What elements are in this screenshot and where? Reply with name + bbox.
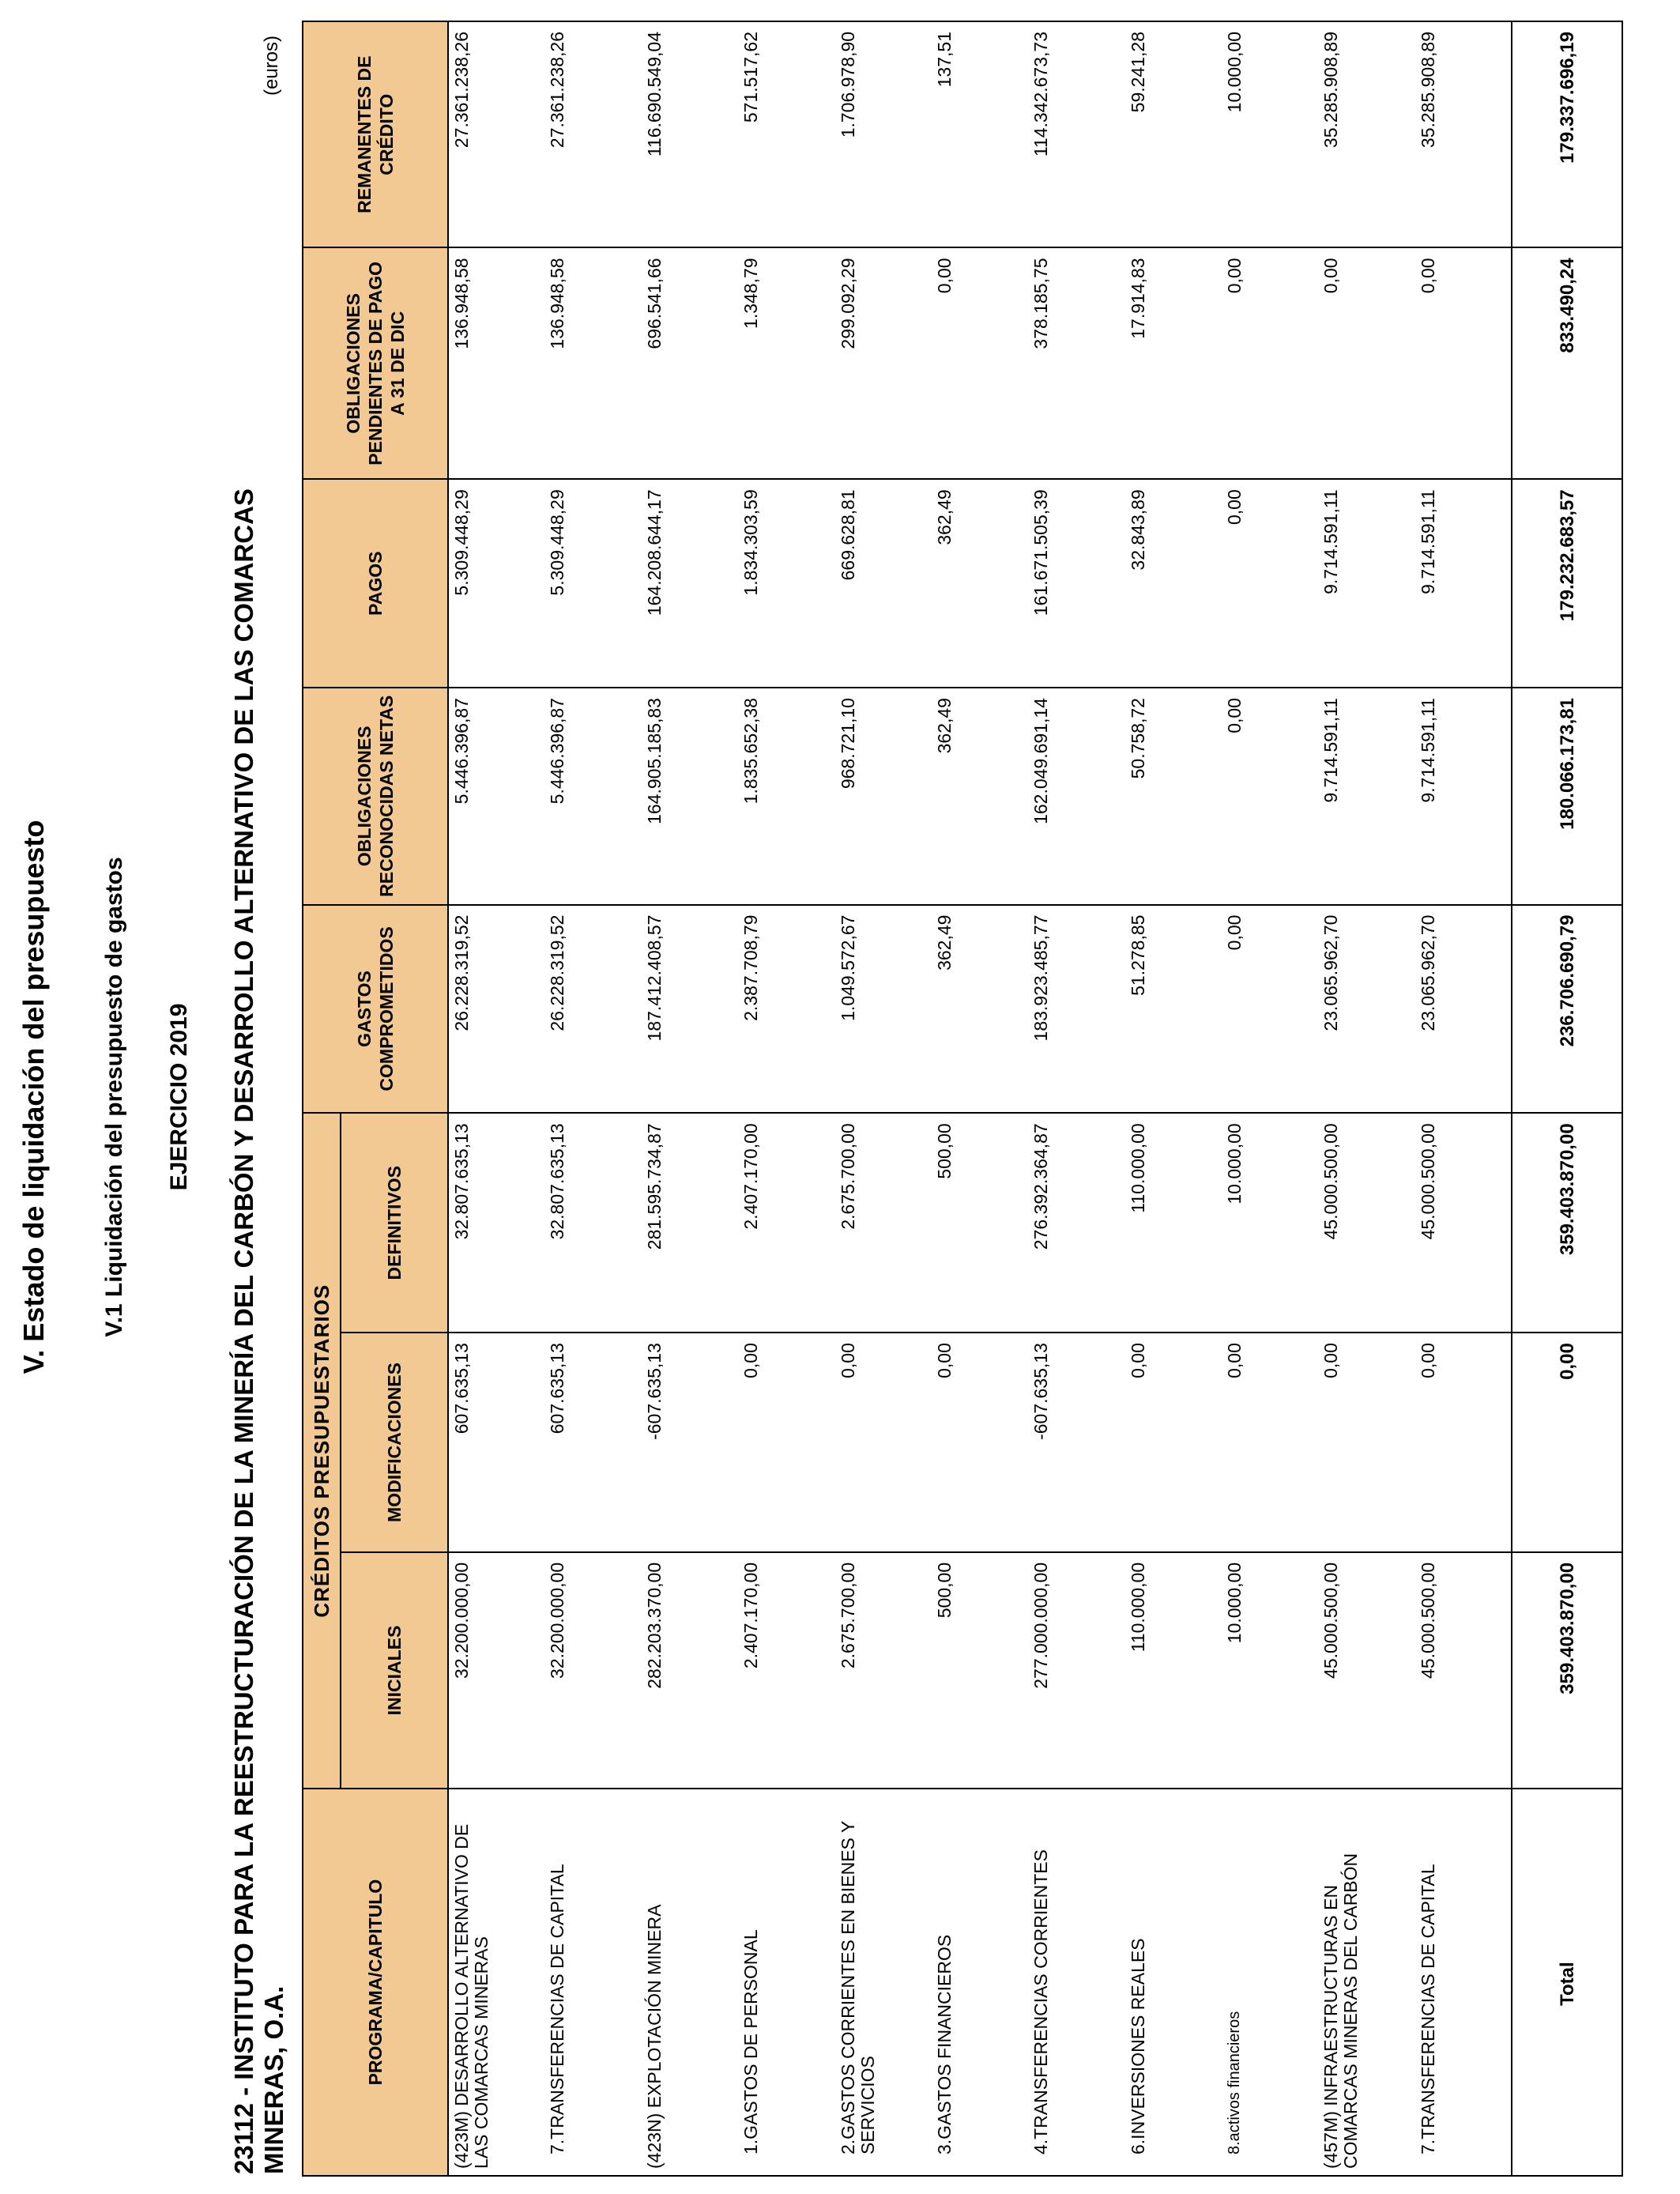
col-header-modificaciones: MODIFICACIONES — [341, 1333, 448, 1552]
cell-pendientes: 0,00 — [932, 247, 1028, 479]
cell-pendientes: 1.348,79 — [738, 247, 834, 479]
cell-pagos: 362,49 — [932, 479, 1028, 688]
cell-pagos: 9.714.591,11 — [1318, 479, 1414, 688]
entity-name: 23112 - INSTITUTO PARA LA REESTRUCTURACIÓN DE LA MINERÍA DEL CARBÓN Y DESARROLLO ALTERNATIVO DE LAS COMARCAS MINERAS, O.A. — [229, 488, 288, 2174]
cell-comprometidos: 187.412.408,57 — [642, 905, 738, 1114]
exercise-year: EJERCICIO 2019 — [166, 1003, 192, 1191]
budget-table — [302, 21, 1623, 2177]
col-header-definitivos: DEFINITIVOS — [341, 1113, 448, 1333]
cell-iniciales: 359.403.870,00 — [1512, 1552, 1622, 1789]
table-row — [1125, 21, 1222, 2176]
cell-modificaciones: 607.635,13 — [448, 1333, 544, 1552]
col-header-iniciales: INICIALES — [341, 1552, 448, 1789]
cell-modificaciones: 0,00 — [738, 1333, 834, 1552]
table-row — [835, 21, 932, 2176]
table-body — [448, 21, 1622, 2176]
table-row — [1028, 21, 1124, 2176]
table-row — [1318, 21, 1414, 2176]
cell-pagos: 161.671.505,39 — [1028, 479, 1124, 688]
cell-pendientes: 0,00 — [1318, 247, 1414, 479]
cell-program: (423N) EXPLOTACIÓN MINERA — [642, 1789, 738, 2176]
cell-obligaciones: 180.066.173,81 — [1512, 688, 1622, 905]
cell-obligaciones: 5.446.396,87 — [448, 688, 544, 905]
col-header-pagos: PAGOS — [303, 479, 448, 688]
cell-pagos: 5.309.448,29 — [544, 479, 641, 688]
cell-remanentes: 179.337.696,19 — [1512, 21, 1622, 247]
col-header-programa: PROGRAMA/CAPITULO — [303, 1789, 448, 2176]
cell-program: 4.TRANSFERENCIAS CORRIENTES — [1028, 1789, 1124, 2176]
cell-program: (457M) INFRAESTRUCTURAS EN COMARCAS MINERAS DEL CARBÓN — [1318, 1789, 1414, 2176]
table-row — [642, 21, 738, 2176]
cell-iniciales: 500,00 — [932, 1552, 1028, 1789]
cell-iniciales: 110.000,00 — [1125, 1552, 1222, 1789]
cell-modificaciones: 0,00 — [1125, 1333, 1222, 1552]
cell-program: 2.GASTOS CORRIENTES EN BIENES Y SERVICIOS — [835, 1789, 932, 2176]
cell-comprometidos: 23.065.962,70 — [1415, 905, 1512, 1114]
cell-modificaciones: 0,00 — [835, 1333, 932, 1552]
cell-pendientes: 378.185,75 — [1028, 247, 1124, 479]
cell-pendientes: 136.948,58 — [448, 247, 544, 479]
cell-program: 3.GASTOS FINANCIEROS — [932, 1789, 1028, 2176]
table-row — [1222, 21, 1318, 2176]
cell-program: 7.TRANSFERENCIAS DE CAPITAL — [1415, 1789, 1512, 2176]
cell-definitivos: 2.675.700,00 — [835, 1113, 932, 1333]
cell-comprometidos: 362,49 — [932, 905, 1028, 1114]
cell-remanentes: 114.342.673,73 — [1028, 21, 1124, 247]
cell-comprometidos: 23.065.962,70 — [1318, 905, 1414, 1114]
cell-iniciales: 2.675.700,00 — [835, 1552, 932, 1789]
cell-modificaciones: 0,00 — [1318, 1333, 1414, 1552]
cell-iniciales: 45.000.500,00 — [1318, 1552, 1414, 1789]
cell-pendientes: 833.490,24 — [1512, 247, 1622, 479]
cell-obligaciones: 5.446.396,87 — [544, 688, 641, 905]
units-label: (euros) — [261, 35, 282, 96]
table-row — [738, 21, 834, 2176]
col-header-remanentes: REMANENTES DE CRÉDITO — [303, 21, 448, 247]
cell-definitivos: 45.000.500,00 — [1318, 1113, 1414, 1333]
cell-iniciales: 282.203.370,00 — [642, 1552, 738, 1789]
page-title: V. Estado de liquidación del presupuesto — [17, 820, 50, 1374]
cell-pagos: 32.843,89 — [1125, 479, 1222, 688]
cell-obligaciones: 968.721,10 — [835, 688, 932, 905]
cell-modificaciones: 0,00 — [932, 1333, 1028, 1552]
cell-modificaciones: 0,00 — [1415, 1333, 1512, 1552]
cell-comprometidos: 51.278,85 — [1125, 905, 1222, 1114]
cell-comprometidos: 1.049.572,67 — [835, 905, 932, 1114]
cell-modificaciones: -607.635,13 — [642, 1333, 738, 1552]
cell-remanentes: 35.285.908,89 — [1318, 21, 1414, 247]
table-row — [1415, 21, 1512, 2176]
cell-pendientes: 299.092,29 — [835, 247, 932, 479]
cell-comprometidos: 236.706.690,79 — [1512, 905, 1622, 1114]
cell-definitivos: 276.392.364,87 — [1028, 1113, 1124, 1333]
cell-definitivos: 359.403.870,00 — [1512, 1113, 1622, 1333]
col-header-obligaciones: OBLIGACIONES RECONOCIDAS NETAS — [303, 688, 448, 905]
cell-comprometidos: 0,00 — [1222, 905, 1318, 1114]
col-header-pendientes: OBLIGACIONES PENDIENTES DE PAGO A 31 DE DIC — [303, 247, 448, 479]
cell-definitivos: 32.807.635,13 — [448, 1113, 544, 1333]
cell-iniciales: 32.200.000,00 — [544, 1552, 641, 1789]
cell-obligaciones: 362,49 — [932, 688, 1028, 905]
cell-obligaciones: 0,00 — [1222, 688, 1318, 905]
cell-pagos: 5.309.448,29 — [448, 479, 544, 688]
cell-pendientes: 0,00 — [1415, 247, 1512, 479]
cell-pagos: 179.232.683,57 — [1512, 479, 1622, 688]
cell-remanentes: 59.241,28 — [1125, 21, 1222, 247]
cell-iniciales: 2.407.170,00 — [738, 1552, 834, 1789]
cell-obligaciones: 50.758,72 — [1125, 688, 1222, 905]
cell-pagos: 1.834.303,59 — [738, 479, 834, 688]
cell-remanentes: 137,51 — [932, 21, 1028, 247]
cell-program: 7.TRANSFERENCIAS DE CAPITAL — [544, 1789, 641, 2176]
cell-obligaciones: 9.714.591,11 — [1318, 688, 1414, 905]
cell-remanentes: 1.706.978,90 — [835, 21, 932, 247]
cell-obligaciones: 9.714.591,11 — [1415, 688, 1512, 905]
page-subtitle: V.1 Liquidación del presupuesto de gastos — [101, 857, 127, 1337]
cell-modificaciones: -607.635,13 — [1028, 1333, 1124, 1552]
cell-definitivos: 32.807.635,13 — [544, 1113, 641, 1333]
cell-definitivos: 10.000,00 — [1222, 1113, 1318, 1333]
cell-remanentes: 116.690.549,04 — [642, 21, 738, 247]
cell-iniciales: 10.000,00 — [1222, 1552, 1318, 1789]
cell-remanentes: 27.361.238,26 — [544, 21, 641, 247]
cell-definitivos: 110.000,00 — [1125, 1113, 1222, 1333]
col-group-creditos: CRÉDITOS PRESUPUESTARIOS — [303, 1113, 341, 1789]
cell-program: (423M) DESARROLLO ALTERNATIVO DE LAS COMARCAS MINERAS — [448, 1789, 544, 2176]
cell-remanentes: 10.000,00 — [1222, 21, 1318, 247]
cell-iniciales: 32.200.000,00 — [448, 1552, 544, 1789]
table-row — [932, 21, 1028, 2176]
cell-pagos: 669.628,81 — [835, 479, 932, 688]
cell-obligaciones: 1.835.652,38 — [738, 688, 834, 905]
cell-remanentes: 27.361.238,26 — [448, 21, 544, 247]
cell-program: 6.INVERSIONES REALES — [1125, 1789, 1222, 2176]
cell-pagos: 9.714.591,11 — [1415, 479, 1512, 688]
cell-modificaciones: 0,00 — [1512, 1333, 1622, 1552]
cell-definitivos: 2.407.170,00 — [738, 1113, 834, 1333]
cell-pendientes: 17.914,83 — [1125, 247, 1222, 479]
cell-definitivos: 45.000.500,00 — [1415, 1113, 1512, 1333]
cell-comprometidos: 26.228.319,52 — [448, 905, 544, 1114]
cell-remanentes: 571.517,62 — [738, 21, 834, 247]
cell-program: Total — [1512, 1789, 1622, 2176]
cell-modificaciones: 607.635,13 — [544, 1333, 641, 1552]
cell-iniciales: 277.000.000,00 — [1028, 1552, 1124, 1789]
cell-comprometidos: 183.923.485,77 — [1028, 905, 1124, 1114]
total-row — [1512, 21, 1622, 2176]
cell-modificaciones: 0,00 — [1222, 1333, 1318, 1552]
cell-pendientes: 136.948,58 — [544, 247, 641, 479]
col-header-comprometidos: GASTOS COMPROMETIDOS — [303, 905, 448, 1114]
table-row — [448, 21, 544, 2176]
cell-pagos: 164.208.644,17 — [642, 479, 738, 688]
cell-pendientes: 0,00 — [1222, 247, 1318, 479]
cell-obligaciones: 162.049.691,14 — [1028, 688, 1124, 905]
cell-program: 8.activos financieros — [1222, 1789, 1318, 2176]
cell-remanentes: 35.285.908,89 — [1415, 21, 1512, 247]
cell-definitivos: 500,00 — [932, 1113, 1028, 1333]
cell-definitivos: 281.595.734,87 — [642, 1113, 738, 1333]
cell-pendientes: 696.541,66 — [642, 247, 738, 479]
table-row — [544, 21, 641, 2176]
cell-pagos: 0,00 — [1222, 479, 1318, 688]
cell-comprometidos: 2.387.708,79 — [738, 905, 834, 1114]
cell-obligaciones: 164.905.185,83 — [642, 688, 738, 905]
cell-program: 1.GASTOS DE PERSONAL — [738, 1789, 834, 2176]
cell-comprometidos: 26.228.319,52 — [544, 905, 641, 1114]
cell-iniciales: 45.000.500,00 — [1415, 1552, 1512, 1789]
